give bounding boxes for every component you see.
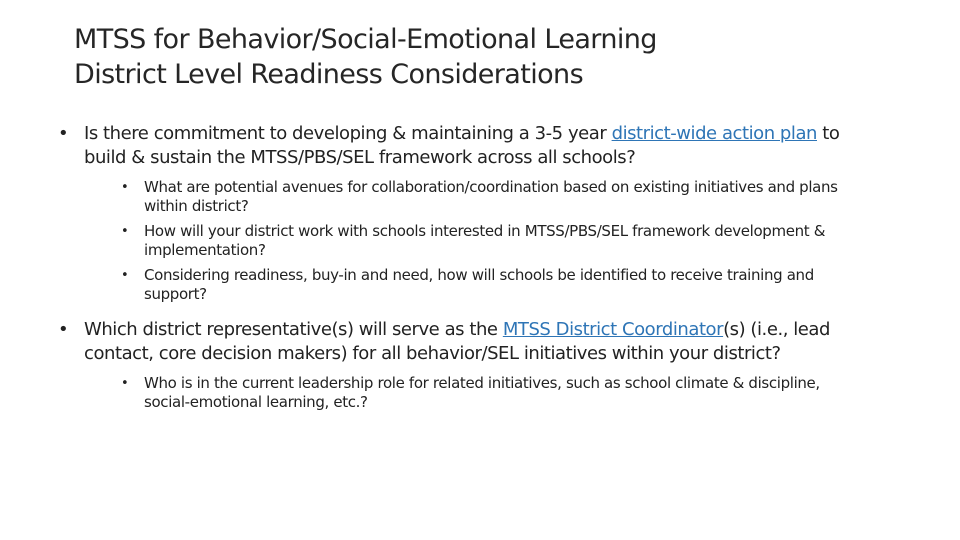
sub-bullet-text: Considering readiness, buy-in and need, how will schools be identified to receive training and support? [144,266,814,303]
sub-bullet-text: What are potential avenues for collaboration/coordination based on existing initiatives and plans within district? [144,178,838,215]
bullet-marker: • [121,180,129,195]
sub-bullet-readiness [121,266,878,304]
slide-title [74,22,894,92]
bullet-commitment [58,122,878,304]
sub-bullet-list [121,374,878,412]
bullet-marker: • [121,268,129,283]
mtss-district-coordinator-link[interactable]: MTSS District Coordinator [502,319,724,340]
title-line-1: MTSS for Behavior/Social-Emotional Learning [74,24,657,55]
sub-bullet-text: Who is in the current leadership role for related initiatives, such as school climate & discipline, social-emotional learning, etc.? [144,374,820,411]
bullet-marker: • [58,123,69,144]
sub-bullet-schools-interested [121,222,878,260]
bullet-text-pre: Is there commitment to developing & maintaining a 3-5 year [84,123,612,144]
bullet-marker: • [58,319,69,340]
slide-content [58,122,878,418]
title-line-2: District Level Readiness Considerations [74,59,584,90]
bullet-text-post: to build & sustain the MTSS/PBS/SEL framework across all schools? [84,123,840,168]
sub-bullet-leadership-role [121,374,878,412]
district-wide-action-plan-link[interactable]: district-wide action plan [611,123,817,144]
bullet-text-pre: Which district representative(s) will serve as the [84,319,503,340]
bullet-text-post: (s) (i.e., lead contact, core decision makers) for all behavior/SEL initiatives within your district? [84,319,830,364]
bullet-district-representative [58,318,878,412]
bullet-marker: • [121,376,129,391]
sub-bullet-list [121,178,878,304]
bullet-marker: • [121,224,129,239]
sub-bullet-collaboration [121,178,878,216]
sub-bullet-text: How will your district work with schools interested in MTSS/PBS/SEL framework development & implementation? [144,222,826,259]
